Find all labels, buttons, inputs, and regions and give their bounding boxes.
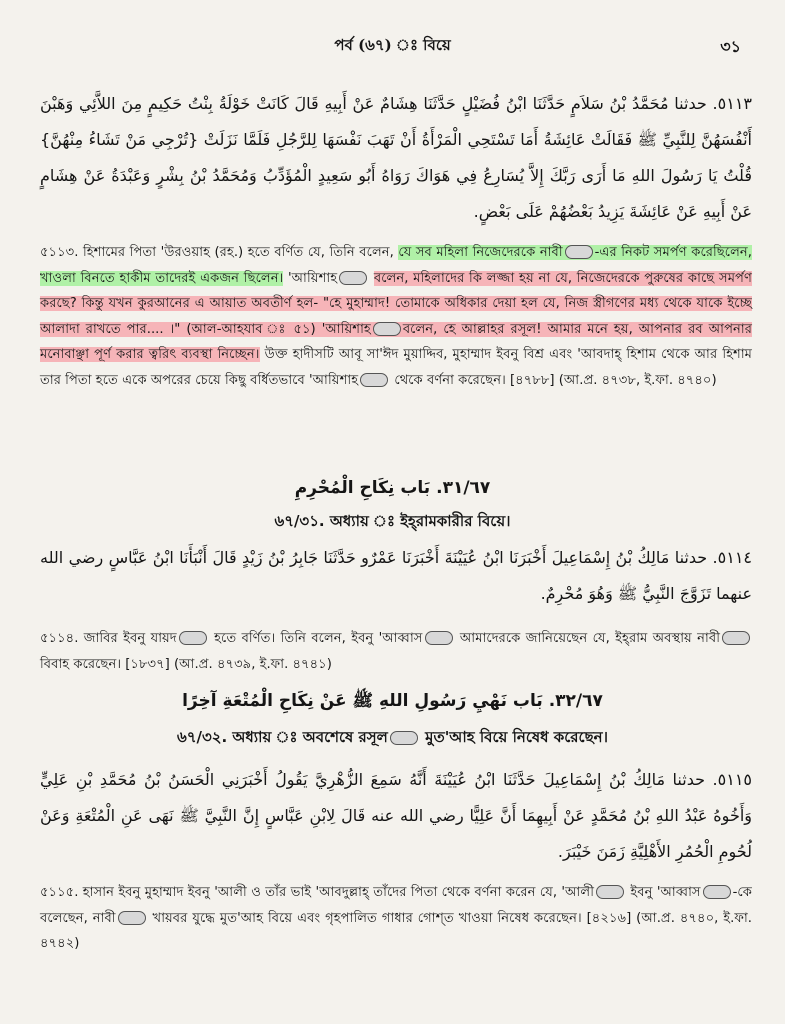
hadith-5113-tail-a: উক্ত হাদীসটি আবূ সা'ঈদ মুয়াদ্দিব, মুহাম্মাদ ইবনু বিশ্র এবং 'আবদাহ্‌ হিশাম থেকে আর হিশাম তার পিতা হতে একে অপরের চেয়ে কিছু বর্ধিতভাবে 'আয়িশাহ (40, 347, 752, 388)
salutation-icon (703, 885, 731, 899)
chapter-32-text-a: ৬৭/৩২. অধ্যায় ঃ অবশেষে রসূল (177, 728, 388, 746)
highlight-green-text-b: -এর নিকট সমর্পণ করেছিলেন, খাওলা বিনতে হাকীম তাদেরই একজন ছিলেন। (40, 245, 752, 286)
hadith-5114-arabic: ٥١١٤. حدثنا مَالِكُ بْنُ إِسْمَاعِيلَ أَخْبَرَنَا ابْنُ عُيَيْنَةَ أَخْبَرَنَا عَمْرٌو حَدَّثَنَا جَابِرُ بْنُ زَيْدٍ قَالَ أَنْبَأَنَا ابْنُ عَبَّاسٍ رضي الله عنهما تَزَوَّجَ النَّبِيُّ ﷺ وَهُوَ مُحْرِمٌ. (40, 548, 752, 603)
salutation-icon (425, 631, 453, 645)
salutation-icon (373, 322, 401, 336)
chapter-32-text-b: মুত'আহ বিয়ে নিষেধ করেছেন। (425, 728, 608, 746)
hadith-5113-aisha: 'আয়িশাহ (288, 270, 338, 286)
hadith-5113-arabic: ٥١١٣. حدثنا مُحَمَّدُ بْنُ سَلاَمٍ حَدَّثَنَا ابْنُ فُضَيْلٍ حَدَّثَنَا هِشَامٌ عَنْ أَبِيهِ قَالَ كَانَتْ خَوْلَةُ بِنْتُ حَكِيمٍ مِنَ اللاَّئِي وَهَبْنَ أَنْفُسَهُنَّ لِلنَّبِيِّ ﷺ فَقَالَتْ عَائِشَةُ أَمَا تَسْتَحِي الْمَرْأَةُ أَنْ تَهَبَ نَفْسَهَا لِلرَّجُلِ فَلَمَّا نَزَلَتْ {تُرْجِي مَنْ تَشَاءُ مِنْهُنَّ} قُلْتُ يَا رَسُولَ اللهِ مَا أَرَى رَبَّكَ إِلاَّ يُسَارِعُ فِي هَوَاكَ رَوَاهُ أَبُو سَعِيدٍ الْمُؤَدِّبُ وَمُحَمَّدُ بْنُ بِشْرٍ وَعَبْدَةُ عَنْ هِشَامٍ عَنْ أَبِيهِ عَنْ عَائِشَةَ يَزِيدُ بَعْضُهُمْ عَلَى بَعْضٍ. (40, 94, 752, 221)
section-title: পর্ব (৬৭) ঃ বিয়ে (334, 36, 451, 54)
chapter-32-bengali (0, 726, 785, 751)
salutation-icon (390, 731, 418, 745)
salutation-icon (118, 911, 146, 925)
hadith-5115-arabic: ٥١١٥. حدثنا مَالِكُ بْنُ إِسْمَاعِيلَ حَدَّثَنَا ابْنُ عُيَيْنَةَ أَنَّهُ سَمِعَ الزُّهْرِيَّ يَقُولُ أَخْبَرَنِي الْحَسَنُ بْنُ مُحَمَّدِ بْنِ عَلِيٍّ وَأَخُوهُ عَبْدُ اللهِ بْنُ مُحَمَّدٍ عَنْ أَبِيهِمَا أَنَّ عَلِيًّا رضي الله عنه قَالَ لِابْنِ عَبَّاسٍ إِنَّ النَّبِيَّ ﷺ نَهَى عَنِ الْمُتْعَةِ وَعَنْ لُحُومِ الْحُمُرِ الأَهْلِيَّةِ زَمَنَ خَيْبَرَ. (40, 770, 752, 861)
salutation-icon (565, 245, 593, 259)
salutation-icon (596, 885, 624, 899)
salutation-icon (179, 631, 207, 645)
hadith-5114-text-a: ৫১১৪. জাবির ইবনু যায়দ (40, 631, 177, 646)
highlight-green-text-a: যে সব মহিলা নিজেদেরকে নাবী (398, 245, 563, 260)
hadith-5113-bengali (40, 240, 752, 393)
hadith-5114-text-b: হতে বর্ণিত। তিনি বলেন, ইবনু 'আব্বাস (214, 631, 423, 646)
page-header (0, 34, 785, 58)
highlight-red-text-b: বলেন, হে আল্লাহর রসূল! আমার মনে হয়, আপনার রব আপনার মনোবাঞ্ছা পূর্ণ করার ত্বরিৎ ব্যবস্থা নিচ্ছেন। (40, 321, 752, 362)
hadith-5115-text-c: -কে বলেছেন, নাবী (40, 885, 752, 926)
salutation-icon (339, 271, 367, 285)
hadith-5115-text-d: খায়বর যুদ্ধে মুত'আহ বিয়ে এবং গৃহপালিত গাধার গোশ্‌ত খাওয়া নিষেধ করেছেন। [৪২১৬] (আ.প্র. ৪৭৪০, ই.ফা. ৪৭৪২) (40, 910, 752, 951)
salutation-icon (722, 631, 750, 645)
hadith-5115-text-b: ইবনু 'আব্বাস (630, 885, 701, 900)
hadith-5115-bengali (40, 880, 752, 957)
hadith-5114-text-c: আমাদেরকে জানিয়েছেন যে, ইহ্‌রাম অবস্থায় নাবী (459, 631, 720, 646)
hadith-5113-tail-b: থেকে বর্ণনা করেছেন। [৪৭৮৮] (আ.প্র. ৪৭৩৮, ই.ফা. ৪৭৪০) (394, 372, 717, 388)
salutation-icon (360, 373, 388, 387)
hadith-5114-text-d: বিবাহ করেছেন। [১৮৩৭] (আ.প্র. ৪৭৩৯, ই.ফা. ৪৭৪১) (40, 656, 332, 672)
hadith-5113-intro: ৫১১৩. হিশামের পিতা 'উরওয়াহ (রহ.) হতে বর্ণিত যে, তিনি বলেন, (40, 245, 394, 260)
chapter-32-arabic: ٣٢/٦٧. بَاب نَهْيِ رَسُولِ اللهِ ﷺ عَنْ نِكَاحِ الْمُتْعَةِ آخِرًا (182, 691, 603, 711)
chapter-31-arabic: ٣١/٦٧. بَاب نِكَاحِ الْمُحْرِمِ (294, 478, 491, 498)
highlight-red-text-a: বলেন, মহিলাদের কি লজ্জা হয় না যে, নিজেদেরকে পুরুষের কাছে সমর্পণ করছে? কিন্তু যখন কুরআনের এ আয়াত অবতীর্ণ হল- "হে মুহাম্মাদ! তোমাকে অধিকার দেয়া হল যে, নিজ স্ত্রীগণের মধ্য থেকে যাকে ইচ্ছে আলাদা রাখতে পার.... ।" (আল-আহযাব ঃ ৫১) 'আয়িশাহ (40, 270, 752, 337)
page-number: ৩১ (720, 37, 741, 56)
hadith-5114-bengali (40, 626, 752, 677)
chapter-31-bengali: ৬৭/৩১. অধ্যায় ঃ ইহ্‌রামকারীর বিয়ে। (274, 512, 511, 530)
hadith-5115-text-a: ৫১১৫. হাসান ইবনু মুহাম্মাদ ইবনু 'আলী ও তাঁর ভাই 'আবদুল্লাহ্‌ তাঁদের পিতা থেকে বর্ণনা করেন যে, 'আলী (40, 885, 594, 900)
